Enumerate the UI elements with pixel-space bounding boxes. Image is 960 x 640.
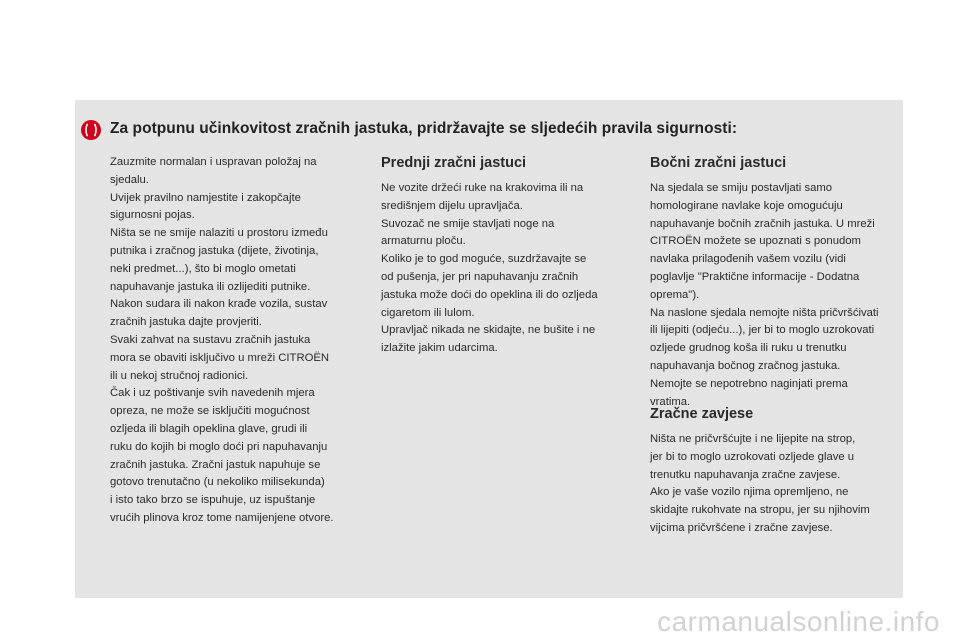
text-line: oprema"). (650, 288, 700, 301)
text-line: jastuka može doći do opeklina ili do ozljeda (381, 288, 598, 301)
text-line: izlažite jakim udarcima. (381, 342, 498, 355)
text-line: središnjem dijelu upravljača. (381, 199, 523, 212)
text-line: poglavlje "Praktične informacije - Dodatna (650, 270, 860, 283)
text-line: ili u nekoj stručnoj radionici. (110, 369, 249, 382)
text-line: Nakon sudara ili nakon krađe vozila, sustav (110, 298, 328, 311)
text-line: CITROËN možete se upoznati s ponudom (650, 235, 861, 248)
text-line: Ne vozite držeći ruke na krakovima ili na (381, 182, 584, 194)
text-line: Na sjedala se smiju postavljati samo (650, 182, 833, 194)
text-line: napuhavanje jastuka ili ozlijediti putnike. (110, 280, 311, 293)
text-line: Koliko je to god moguće, suzdržavajte se (381, 253, 587, 266)
side-airbags-column (650, 153, 905, 411)
text-line: Zauzmite normalan i uspravan položaj na (110, 156, 317, 168)
text-line: jer bi to moglo uzrokovati ozljede glave u (650, 450, 855, 463)
curtain-airbags-column (650, 404, 905, 538)
text-line: gotovo trenutačno (u nekoliko milisekunda) (110, 476, 325, 489)
text-line: Na naslone sjedala nemojte ništa pričvršćivati (650, 306, 879, 319)
text-line: Ništa ne pričvršćujte i ne lijepite na strop, (650, 433, 856, 445)
text-line: armaturnu ploču. (381, 235, 466, 248)
text-line: Svaki zahvat na sustavu zračnih jastuka (110, 333, 311, 346)
side-airbags-title: Bočni zračni jastuci (650, 155, 787, 171)
text-line: napuhavanja bočnog zračnog jastuka. (650, 359, 841, 372)
text-line: od pušenja, jer pri napuhavanju zračnih (381, 270, 579, 283)
text-line: ruku do kojih bi moglo doći pri napuhavanju (110, 440, 328, 453)
curtain-airbags-text (650, 431, 905, 538)
page-heading: Za potpunu učinkovitost zračnih jastuka, pridržavajte se sljedećih pravila sigurnosti: (110, 120, 738, 137)
curtain-airbags-title: Zračne zavjese (650, 406, 754, 422)
text-line: zračnih jastuka dajte provjeriti. (110, 316, 262, 329)
text-line: Čak i uz poštivanje svih navedenih mjera (110, 387, 315, 400)
text-line: Uvijek pravilno namjestite i zakopčajte (110, 191, 301, 204)
front-airbags-column (381, 153, 636, 358)
text-line: Nemojte se nepotrebno naginjati prema (650, 377, 848, 390)
text-line: mora se obaviti isključivo u mreži CITROËN (110, 351, 330, 364)
text-line: ili lijepiti (odjeću...), jer bi to moglo uzrokovati (650, 324, 875, 337)
text-line: navlaka prilagođenih vašem vozilu (vidi (650, 253, 846, 266)
text-line: sjedalu. (110, 173, 149, 186)
front-airbags-title: Prednji zračni jastuci (381, 155, 527, 171)
text-line: napuhavanje bočnih zračnih jastuka. U mreži (650, 217, 875, 230)
text-line: sigurnosni pojas. (110, 209, 195, 222)
text-line: zračnih jastuka. Zračni jastuk napuhuje se (110, 458, 321, 471)
text-line: i isto tako brzo se ispuhuje, uz ispuštanje (110, 494, 316, 507)
general-rules-text (110, 154, 368, 528)
text-line: opreza, ne može se isključiti mogućnost (110, 405, 310, 418)
text-line: Ništa se ne smije nalaziti u prostoru između (110, 227, 328, 240)
text-line: cigaretom ili lulom. (381, 306, 475, 319)
text-line: vrućih plinova kroz tome namijenjene otvore. (110, 511, 334, 524)
text-line: vijcima pričvršćene i zračne zavjese. (650, 521, 833, 534)
text-line: ozljede grudnog koša ili ruku u trenutku (650, 342, 847, 355)
general-rules-column (110, 154, 368, 528)
watermark: carmanualsonline.info (657, 606, 940, 637)
text-line: Upravljač nikada ne skidajte, ne bušite i ne (381, 324, 596, 337)
text-line: putnika i zračnog jastuka (dijete, životinja, (110, 244, 319, 257)
side-airbags-text (650, 180, 905, 411)
text-line: neki predmet...), što bi moglo ometati (110, 262, 296, 275)
text-line: Ako je vaše vozilo njima opremljeno, ne (650, 486, 849, 499)
text-line: ozljeda ili blagih opeklina glave, grudi ili (110, 422, 308, 435)
front-airbags-text (381, 180, 636, 358)
text-line: vratima. (650, 395, 691, 408)
text-line: homologirane navlake koje omogućuju (650, 199, 843, 212)
text-line: Suvozač ne smije stavljati noge na (381, 217, 555, 230)
warning-icon (80, 119, 102, 141)
text-line: skidajte rukohvate na stropu, jer su njihovim (650, 504, 870, 517)
text-line: trenutku napuhavanja zračne zavjese. (650, 468, 841, 481)
